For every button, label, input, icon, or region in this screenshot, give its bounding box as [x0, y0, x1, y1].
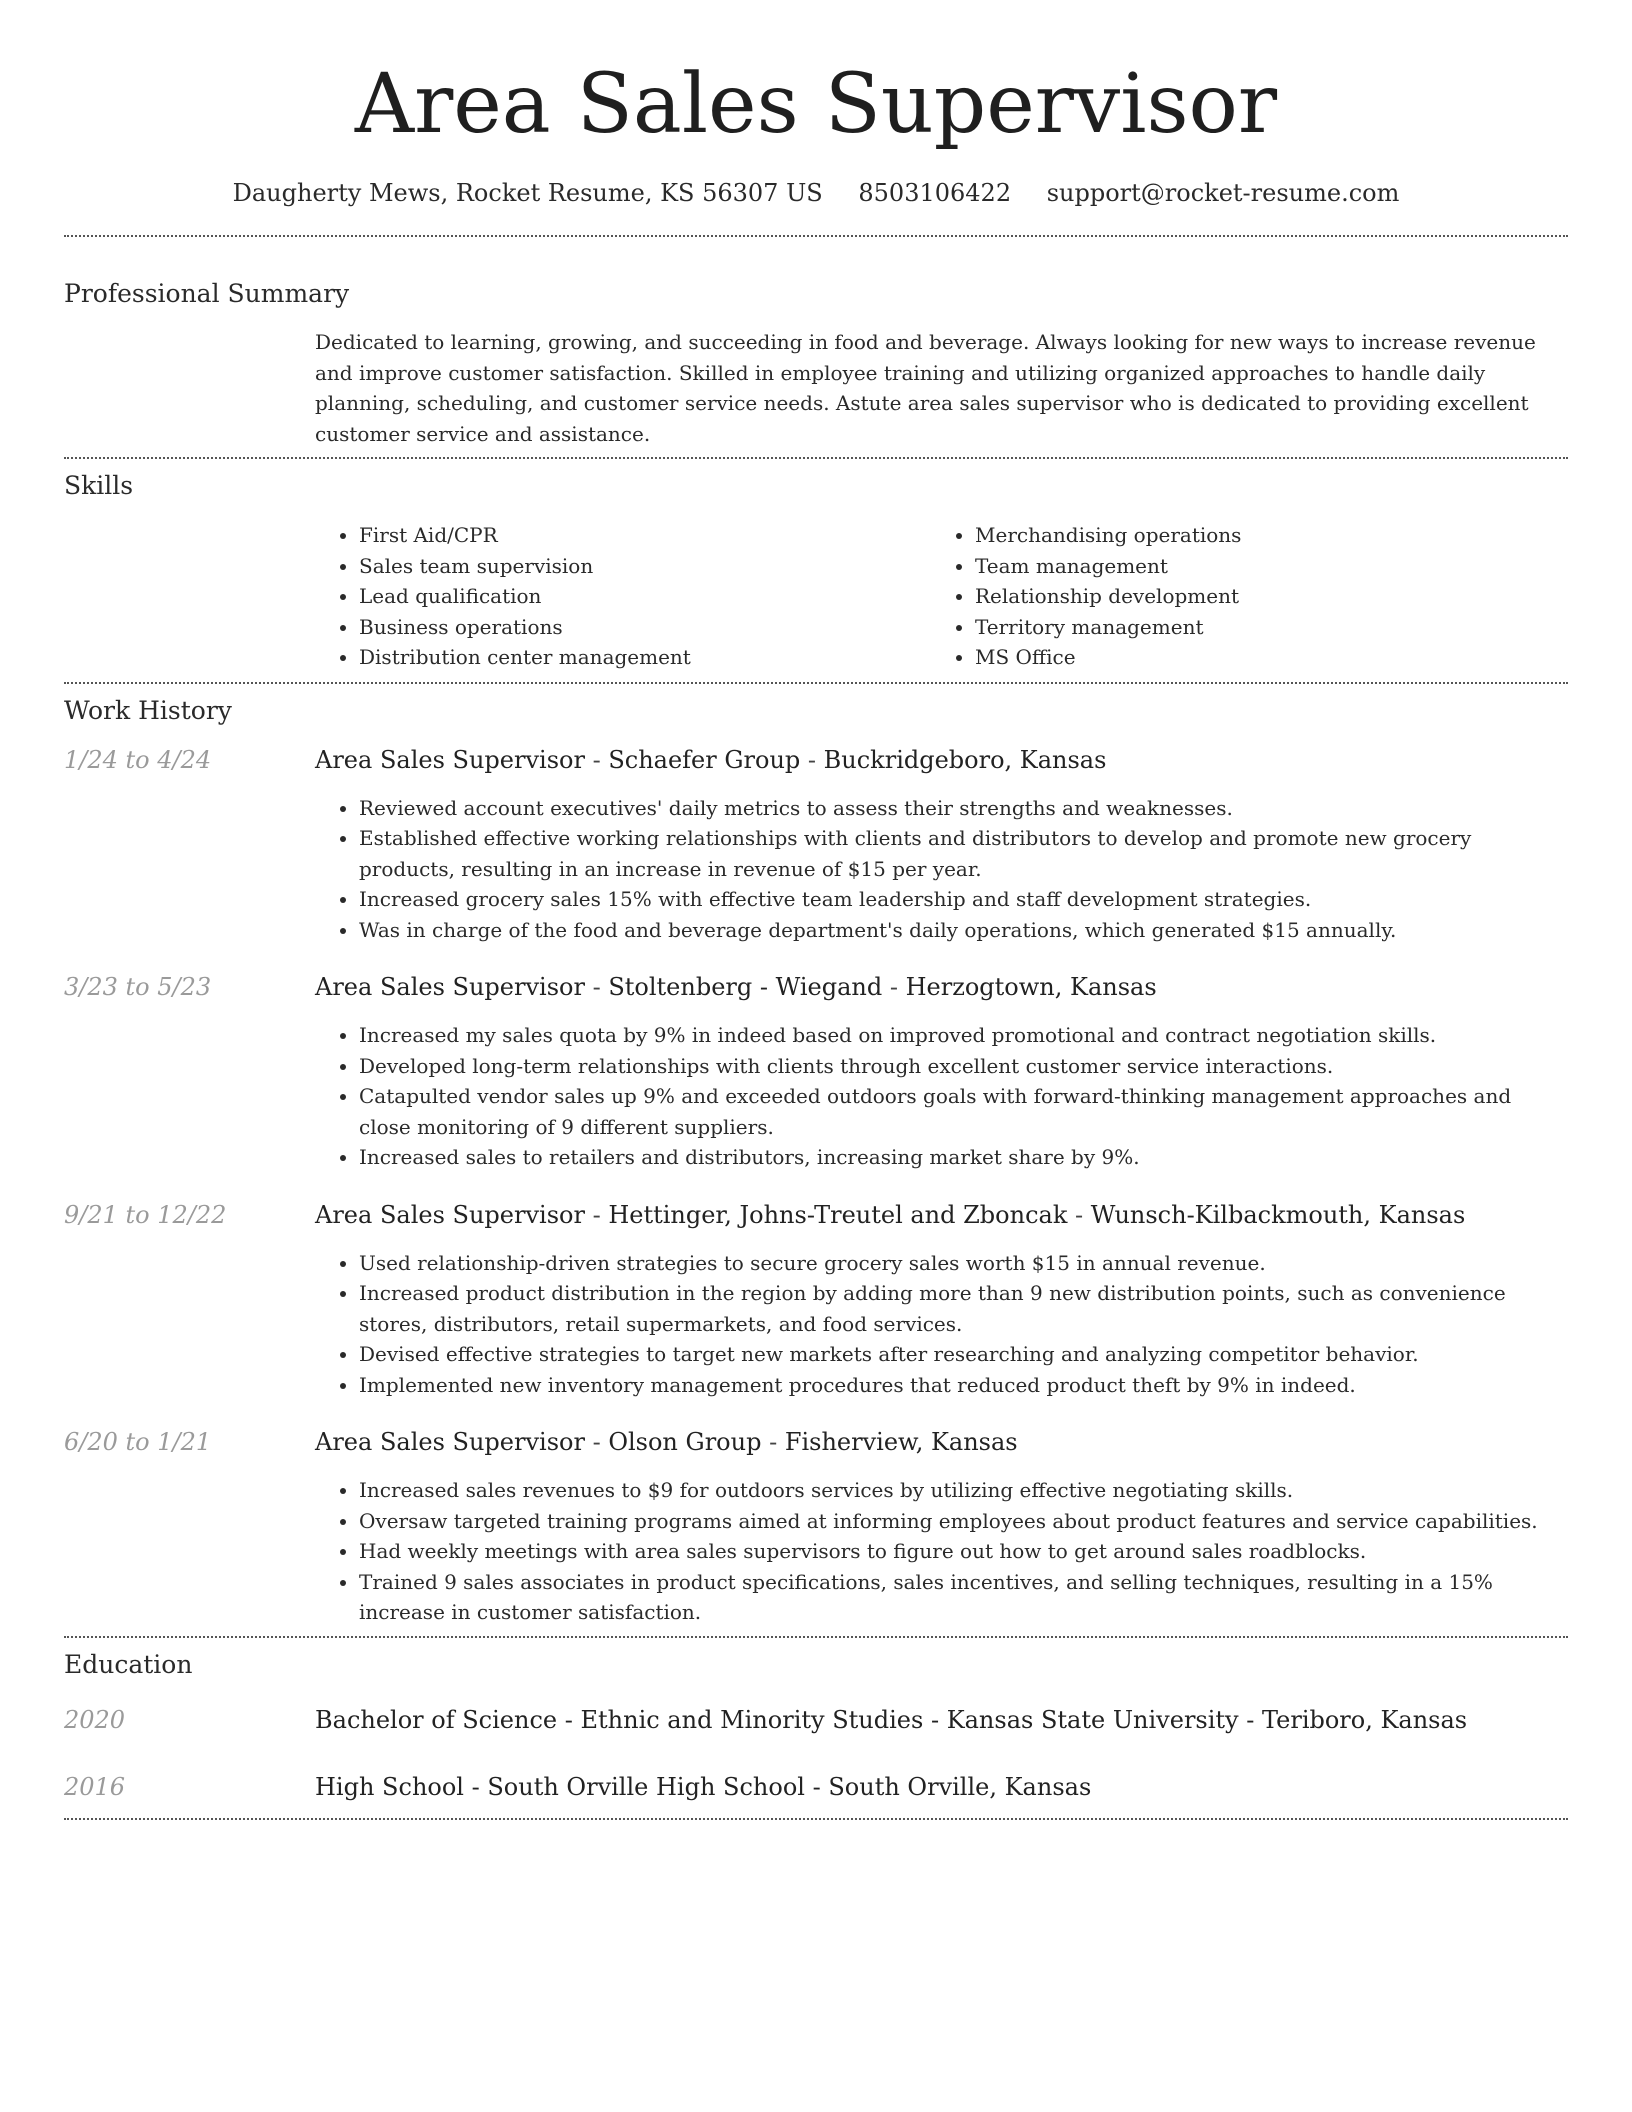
job-bullet: • Increased sales revenues to $9 for outdoors services by utilizing effective negotiating skills. [359, 1475, 1568, 1506]
job-bullet: • Established effective working relationships with clients and distributors to develop and promote new grocery products, resulting in an increase in revenue of $15 per year. [359, 823, 1568, 884]
skills-heading: Skills [64, 471, 134, 500]
job-bullet: • Increased product distribution in the region by adding more than 9 new distribution points, such as convenience stores, distributors, retail supermarkets, and food services. [359, 1278, 1568, 1339]
skill-item: • Sales team supervision [359, 551, 931, 582]
education-title-line: High School - South Orville High School - South Orville, Kansas [315, 1772, 1092, 1801]
education-location: South Orville, Kansas [828, 1772, 1092, 1801]
job-location: Buckridgeboro, Kansas [823, 745, 1107, 774]
job-company: Schaefer Group [608, 745, 801, 774]
job-bullet: • Implemented new inventory management procedures that reduced product theft by 9% in indeed. [359, 1370, 1568, 1401]
candidate-name: Area Sales Supervisor [354, 57, 1278, 152]
job-bullets [315, 1020, 1568, 1173]
job-dates: 6/20 to 1/21 [64, 1428, 212, 1456]
education-entry [64, 1770, 1568, 1804]
job-bullet: • Had weekly meetings with area sales supervisors to figure out how to get around sales roadblocks. [359, 1536, 1568, 1567]
section-divider [64, 682, 1568, 684]
resume-page [64, 0, 1568, 1820]
skill-item: • Relationship development [975, 581, 1547, 612]
education-heading: Education [64, 1649, 193, 1679]
section-divider [64, 235, 1568, 237]
work-history-heading: Work History [64, 695, 232, 725]
education-degree: Bachelor of Science [315, 1705, 558, 1734]
summary-text: Dedicated to learning, growing, and succeeding in food and beverage. Always looking for new ways to increase revenue and improve customer satisfaction. Skilled in employee training and utilizing organized approaches to handle daily planning, scheduling, and customer service needs. Astute area sales supervisor who is dedicated to providing excellent customer service and assistance. [315, 330, 1536, 446]
job-bullets [315, 1248, 1568, 1401]
education-location: Teriboro, Kansas [1262, 1705, 1468, 1734]
job-entry [64, 1198, 1568, 1401]
section-divider [64, 1818, 1568, 1820]
contact-phone: 8503106422 [858, 179, 1012, 207]
job-company: Olson Group [608, 1428, 762, 1456]
education-degree: High School [315, 1772, 464, 1801]
education-field: Ethnic and Minority Studies [580, 1705, 924, 1734]
job-bullets [315, 1475, 1568, 1628]
education-school: Kansas State University [946, 1705, 1239, 1734]
contact-address: Daugherty Mews, Rocket Resume, KS 56307 US [232, 179, 823, 207]
education-title-line: Bachelor of Science - Ethnic and Minority Studies - Kansas State University - Teriboro, Kansas [315, 1705, 1468, 1734]
job-bullet: • Developed long-term relationships with clients through excellent customer service interactions. [359, 1051, 1568, 1082]
job-bullet: • Oversaw targeted training programs aimed at informing employees about product features and service capabilities. [359, 1506, 1568, 1537]
skill-item: • MS Office [975, 642, 1547, 673]
job-location: Herzogtown, Kansas [905, 973, 1157, 1001]
job-bullet: • Catapulted vendor sales up 9% and exceeded outdoors goals with forward-thinking management approaches and close monitoring of 9 different suppliers. [359, 1081, 1568, 1142]
job-title: Area Sales Supervisor [315, 1428, 585, 1456]
job-location: Wunsch-Kilbackmouth, Kansas [1090, 1200, 1466, 1229]
summary-heading: Professional Summary [64, 279, 350, 308]
skill-item: • First Aid/CPR [359, 520, 931, 551]
job-title-line: Area Sales Supervisor - Olson Group - Fisherview, Kansas [315, 1428, 1018, 1456]
job-title-line: Area Sales Supervisor - Stoltenberg - Wiegand - Herzogtown, Kansas [315, 973, 1157, 1001]
job-title-line: Area Sales Supervisor - Schaefer Group - Buckridgeboro, Kansas [315, 745, 1107, 774]
job-bullets [315, 793, 1568, 946]
skill-item: • Team management [975, 551, 1547, 582]
job-dates: 1/24 to 4/24 [64, 745, 212, 774]
skills-column-left [315, 520, 931, 673]
education-year: 2016 [64, 1772, 126, 1801]
job-location: Fisherview, Kansas [784, 1428, 1018, 1456]
skills-column-right [931, 520, 1547, 673]
job-bullet: • Used relationship-driven strategies to secure grocery sales worth $15 in annual revenue. [359, 1248, 1568, 1279]
job-bullet: • Increased sales to retailers and distributors, increasing market share by 9%. [359, 1142, 1568, 1173]
job-title: Area Sales Supervisor [315, 745, 585, 774]
job-title: Area Sales Supervisor [315, 1200, 585, 1229]
education-year: 2020 [64, 1705, 126, 1734]
job-title: Area Sales Supervisor [315, 973, 585, 1001]
job-bullet: • Increased grocery sales 15% with effective team leadership and staff development strategies. [359, 884, 1568, 915]
job-entry [64, 1425, 1568, 1628]
contact-line [64, 176, 1568, 210]
skill-item: • Distribution center management [359, 642, 931, 673]
job-entry [64, 970, 1568, 1173]
skill-item: • Merchandising operations [975, 520, 1547, 551]
job-title-line: Area Sales Supervisor - Hettinger, Johns-Treutel and Zboncak - Wunsch-Kilbackmouth, Kansas [315, 1200, 1466, 1229]
job-bullet: • Reviewed account executives' daily metrics to assess their strengths and weaknesses. [359, 793, 1568, 824]
contact-email: support@rocket-resume.com [1046, 179, 1400, 207]
skill-item: • Lead qualification [359, 581, 931, 612]
education-school: South Orville High School [487, 1772, 805, 1801]
job-company: Hettinger, Johns-Treutel and Zboncak [608, 1200, 1068, 1229]
job-bullet: • Was in charge of the food and beverage department's daily operations, which generated $15 annually. [359, 915, 1568, 946]
job-bullet: • Trained 9 sales associates in product specifications, sales incentives, and selling techniques, resulting in a 15% increase in customer satisfaction. [359, 1567, 1568, 1628]
section-divider [64, 1636, 1568, 1638]
skill-item: • Territory management [975, 612, 1547, 643]
job-dates: 9/21 to 12/22 [64, 1200, 227, 1229]
job-bullet: • Devised effective strategies to target new markets after researching and analyzing competitor behavior. [359, 1339, 1568, 1370]
job-bullet: • Increased my sales quota by 9% in indeed based on improved promotional and contract negotiation skills. [359, 1020, 1568, 1051]
job-dates: 3/23 to 5/23 [64, 973, 212, 1001]
skills-list [315, 520, 1568, 673]
job-entry [64, 743, 1568, 946]
skill-item: • Business operations [359, 612, 931, 643]
section-divider [64, 457, 1568, 459]
job-company: Stoltenberg - Wiegand [608, 973, 883, 1001]
education-entry [64, 1703, 1568, 1737]
